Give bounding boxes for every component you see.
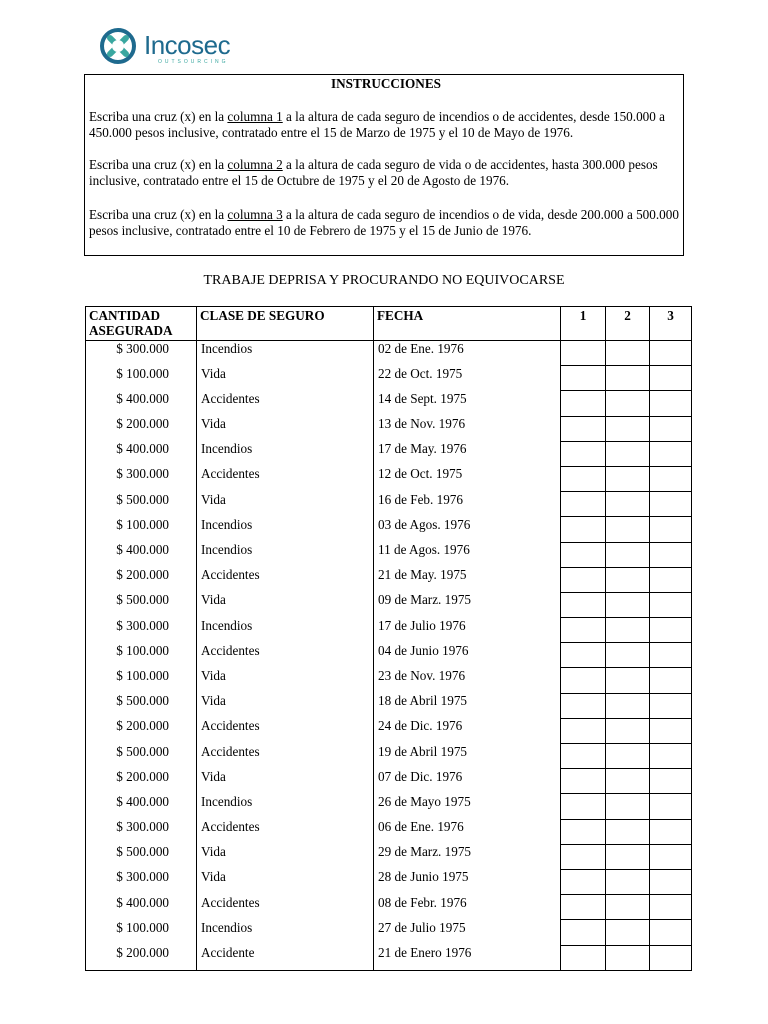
table-row: [86, 920, 692, 945]
type-cell: Vida: [197, 366, 374, 391]
table-row: [86, 744, 692, 769]
amount-cell: $ 200.000: [86, 567, 197, 592]
mark-box-col-1[interactable]: [561, 416, 606, 441]
mark-box-col-3[interactable]: [650, 668, 692, 693]
mark-box-col-1[interactable]: [561, 466, 606, 491]
mark-box-col-1[interactable]: [561, 618, 606, 643]
amount-cell: $ 500.000: [86, 744, 197, 769]
amount-cell: $ 100.000: [86, 366, 197, 391]
date-cell: 17 de May. 1976: [374, 441, 561, 466]
instruction-paragraph-1: [89, 109, 679, 141]
mark-box-col-2[interactable]: [606, 341, 650, 366]
mark-box-col-3[interactable]: [650, 744, 692, 769]
amount-cell: $ 300.000: [86, 869, 197, 894]
mark-box-col-2[interactable]: [606, 769, 650, 794]
mark-box-col-2[interactable]: [606, 567, 650, 592]
mark-box-col-3[interactable]: [650, 945, 692, 970]
logo-mark-icon: [96, 24, 140, 68]
column-3-ref: columna 3: [227, 207, 283, 222]
date-cell: 29 de Marz. 1975: [374, 844, 561, 869]
mark-box-col-2[interactable]: [606, 592, 650, 617]
date-cell: 12 de Oct. 1975: [374, 466, 561, 491]
date-cell: 14 de Sept. 1975: [374, 391, 561, 416]
mark-box-col-2[interactable]: [606, 718, 650, 743]
table-row: [86, 769, 692, 794]
table-row: [86, 895, 692, 920]
mark-box-col-2[interactable]: [606, 466, 650, 491]
type-cell: Vida: [197, 492, 374, 517]
mark-box-col-3[interactable]: [650, 643, 692, 668]
date-cell: 22 de Oct. 1975: [374, 366, 561, 391]
date-cell: 23 de Nov. 1976: [374, 668, 561, 693]
header-type: CLASE DE SEGURO: [197, 307, 374, 341]
mark-box-col-2[interactable]: [606, 416, 650, 441]
table-row: [86, 592, 692, 617]
amount-cell: $ 400.000: [86, 441, 197, 466]
company-logo: [96, 24, 256, 68]
amount-cell: $ 400.000: [86, 895, 197, 920]
mark-box-col-3[interactable]: [650, 341, 692, 366]
type-cell: Accidente: [197, 945, 374, 970]
type-cell: Vida: [197, 869, 374, 894]
type-cell: Incendios: [197, 517, 374, 542]
mark-box-col-3[interactable]: [650, 366, 692, 391]
mark-box-col-2[interactable]: [606, 794, 650, 819]
mark-box-col-1[interactable]: [561, 744, 606, 769]
amount-cell: $ 200.000: [86, 718, 197, 743]
column-2-ref: columna 2: [227, 157, 283, 172]
mark-box-col-1[interactable]: [561, 844, 606, 869]
table-row: [86, 718, 692, 743]
mark-box-col-1[interactable]: [561, 869, 606, 894]
date-cell: 21 de Enero 1976: [374, 945, 561, 970]
mark-box-col-1[interactable]: [561, 542, 606, 567]
mark-box-col-2[interactable]: [606, 492, 650, 517]
amount-cell: $ 300.000: [86, 466, 197, 491]
amount-cell: $ 300.000: [86, 618, 197, 643]
header-date: FECHA: [374, 307, 561, 341]
date-cell: 19 de Abril 1975: [374, 744, 561, 769]
mark-box-col-2[interactable]: [606, 819, 650, 844]
mark-box-col-2[interactable]: [606, 844, 650, 869]
mark-box-col-1[interactable]: [561, 341, 606, 366]
table-row: [86, 567, 692, 592]
mark-box-col-1[interactable]: [561, 668, 606, 693]
type-cell: Accidentes: [197, 744, 374, 769]
mark-box-col-3[interactable]: [650, 895, 692, 920]
table-row: [86, 693, 692, 718]
header-col-2: 2: [606, 307, 650, 341]
mark-box-col-3[interactable]: [650, 466, 692, 491]
mark-box-col-1[interactable]: [561, 592, 606, 617]
instruction-paragraph-2: [89, 157, 679, 189]
amount-cell: $ 100.000: [86, 643, 197, 668]
amount-cell: $ 100.000: [86, 920, 197, 945]
date-cell: 08 de Febr. 1976: [374, 895, 561, 920]
date-cell: 17 de Julio 1976: [374, 618, 561, 643]
instruction-text: a la altura de cada seguro de incendios o de vida, desde 200.000 a 500.000 pesos inclusive, contratado entre el 10 de Febrero de 1975 y el 15 de Junio de 1976.: [89, 207, 679, 238]
table-row: [86, 441, 692, 466]
type-cell: Accidentes: [197, 819, 374, 844]
instruction-text: a la altura de cada seguro de vida o de accidentes, hasta 300.000 pesos inclusive, contratado entre el 15 de Octubre de 1975 y el 20 de Agosto de 1976.: [89, 157, 658, 188]
mark-box-col-3[interactable]: [650, 517, 692, 542]
type-cell: Incendios: [197, 920, 374, 945]
table-row: [86, 945, 692, 970]
table-row: [86, 466, 692, 491]
type-cell: Vida: [197, 769, 374, 794]
date-cell: 09 de Marz. 1975: [374, 592, 561, 617]
mark-box-col-2[interactable]: [606, 391, 650, 416]
table-row: [86, 869, 692, 894]
table-row: [86, 517, 692, 542]
column-1-ref: columna 1: [227, 109, 283, 124]
amount-cell: $ 100.000: [86, 668, 197, 693]
mark-box-col-1[interactable]: [561, 945, 606, 970]
date-cell: 18 de Abril 1975: [374, 693, 561, 718]
insurance-table: [85, 306, 692, 971]
date-cell: 28 de Junio 1975: [374, 869, 561, 894]
date-cell: 02 de Ene. 1976: [374, 341, 561, 366]
mark-box-col-2[interactable]: [606, 542, 650, 567]
mark-box-col-1[interactable]: [561, 718, 606, 743]
mark-box-col-2[interactable]: [606, 920, 650, 945]
type-cell: Accidentes: [197, 466, 374, 491]
mark-box-col-1[interactable]: [561, 895, 606, 920]
logo-name: Incosec: [144, 30, 231, 60]
table-row: [86, 492, 692, 517]
amount-cell: $ 300.000: [86, 819, 197, 844]
mark-box-col-3[interactable]: [650, 819, 692, 844]
type-cell: Accidentes: [197, 895, 374, 920]
type-cell: Accidentes: [197, 567, 374, 592]
amount-cell: $ 100.000: [86, 517, 197, 542]
table-header-row: [86, 307, 692, 341]
mark-box-col-1[interactable]: [561, 769, 606, 794]
amount-cell: $ 400.000: [86, 391, 197, 416]
amount-cell: $ 200.000: [86, 945, 197, 970]
mark-box-col-3[interactable]: [650, 441, 692, 466]
instruction-paragraph-3: [89, 207, 679, 239]
mark-box-col-3[interactable]: [650, 920, 692, 945]
instruction-text: a la altura de cada seguro de incendios o de accidentes, desde 150.000 a 450.000 pesos inclusive, contratado entre el 15 de Marzo de 1975 y el 10 de Mayo de 1976.: [89, 109, 666, 140]
type-cell: Accidentes: [197, 643, 374, 668]
type-cell: Accidentes: [197, 718, 374, 743]
mark-box-col-2[interactable]: [606, 441, 650, 466]
date-cell: 11 de Agos. 1976: [374, 542, 561, 567]
mark-box-col-1[interactable]: [561, 794, 606, 819]
mark-box-col-2[interactable]: [606, 895, 650, 920]
date-cell: 03 de Agos. 1976: [374, 517, 561, 542]
mark-box-col-1[interactable]: [561, 643, 606, 668]
mark-box-col-2[interactable]: [606, 643, 650, 668]
amount-cell: $ 400.000: [86, 542, 197, 567]
header-col-3: 3: [650, 307, 692, 341]
instruction-text: Escriba una cruz (x) en la: [89, 207, 228, 222]
type-cell: Vida: [197, 592, 374, 617]
mark-box-col-3[interactable]: [650, 592, 692, 617]
mark-box-col-2[interactable]: [606, 618, 650, 643]
table-row: [86, 341, 692, 366]
table-row: [86, 668, 692, 693]
date-cell: 24 de Dic. 1976: [374, 718, 561, 743]
amount-cell: $ 500.000: [86, 693, 197, 718]
mark-box-col-3[interactable]: [650, 869, 692, 894]
mark-box-col-1[interactable]: [561, 366, 606, 391]
instruction-text: Escriba una cruz (x) en la: [89, 109, 228, 124]
table-row: [86, 391, 692, 416]
mark-box-col-1[interactable]: [561, 391, 606, 416]
mark-box-col-2[interactable]: [606, 693, 650, 718]
amount-cell: $ 300.000: [86, 341, 197, 366]
mark-box-col-1[interactable]: [561, 492, 606, 517]
table-row: [86, 366, 692, 391]
mark-box-col-1[interactable]: [561, 567, 606, 592]
mark-box-col-2[interactable]: [606, 517, 650, 542]
table-row: [86, 618, 692, 643]
mark-box-col-2[interactable]: [606, 744, 650, 769]
date-cell: 07 de Dic. 1976: [374, 769, 561, 794]
mark-box-col-3[interactable]: [650, 618, 692, 643]
type-cell: Vida: [197, 668, 374, 693]
date-cell: 06 de Ene. 1976: [374, 819, 561, 844]
mark-box-col-2[interactable]: [606, 869, 650, 894]
table-row: [86, 819, 692, 844]
header-col-1: 1: [561, 307, 606, 341]
instruction-text: Escriba una cruz (x) en la: [89, 157, 228, 172]
mark-box-col-2[interactable]: [606, 366, 650, 391]
type-cell: Incendios: [197, 794, 374, 819]
instructions-box: [84, 74, 684, 256]
table-row: [86, 844, 692, 869]
date-cell: 27 de Julio 1975: [374, 920, 561, 945]
mark-box-col-1[interactable]: [561, 517, 606, 542]
mark-box-col-3[interactable]: [650, 492, 692, 517]
amount-cell: $ 400.000: [86, 794, 197, 819]
type-cell: Incendios: [197, 542, 374, 567]
table-row: [86, 542, 692, 567]
date-cell: 26 de Mayo 1975: [374, 794, 561, 819]
date-cell: 21 de May. 1975: [374, 567, 561, 592]
type-cell: Incendios: [197, 618, 374, 643]
table-row: [86, 416, 692, 441]
date-cell: 04 de Junio 1976: [374, 643, 561, 668]
mark-box-col-2[interactable]: [606, 668, 650, 693]
date-cell: 13 de Nov. 1976: [374, 416, 561, 441]
table-row: [86, 794, 692, 819]
table-row: [86, 643, 692, 668]
mark-box-col-1[interactable]: [561, 819, 606, 844]
logo-tagline: OUTSOURCING: [158, 59, 229, 65]
mark-box-col-3[interactable]: [650, 693, 692, 718]
mark-box-col-3[interactable]: [650, 718, 692, 743]
amount-cell: $ 200.000: [86, 416, 197, 441]
amount-cell: $ 200.000: [86, 769, 197, 794]
mark-box-col-3[interactable]: [650, 844, 692, 869]
instructions-title: INSTRUCCIONES: [331, 76, 441, 91]
subtitle: TRABAJE DEPRISA Y PROCURANDO NO EQUIVOCARSE: [203, 273, 565, 288]
type-cell: Vida: [197, 416, 374, 441]
amount-cell: $ 500.000: [86, 592, 197, 617]
amount-cell: $ 500.000: [86, 844, 197, 869]
type-cell: Accidentes: [197, 391, 374, 416]
mark-box-col-2[interactable]: [606, 945, 650, 970]
mark-box-col-3[interactable]: [650, 542, 692, 567]
type-cell: Incendios: [197, 341, 374, 366]
amount-cell: $ 500.000: [86, 492, 197, 517]
type-cell: Vida: [197, 844, 374, 869]
mark-box-col-3[interactable]: [650, 794, 692, 819]
header-amount: CANTIDAD ASEGURADA: [86, 307, 197, 341]
mark-box-col-3[interactable]: [650, 391, 692, 416]
mark-box-col-1[interactable]: [561, 693, 606, 718]
mark-box-col-3[interactable]: [650, 769, 692, 794]
mark-box-col-1[interactable]: [561, 920, 606, 945]
date-cell: 16 de Feb. 1976: [374, 492, 561, 517]
mark-box-col-3[interactable]: [650, 416, 692, 441]
mark-box-col-1[interactable]: [561, 441, 606, 466]
type-cell: Incendios: [197, 441, 374, 466]
mark-box-col-3[interactable]: [650, 567, 692, 592]
type-cell: Vida: [197, 693, 374, 718]
